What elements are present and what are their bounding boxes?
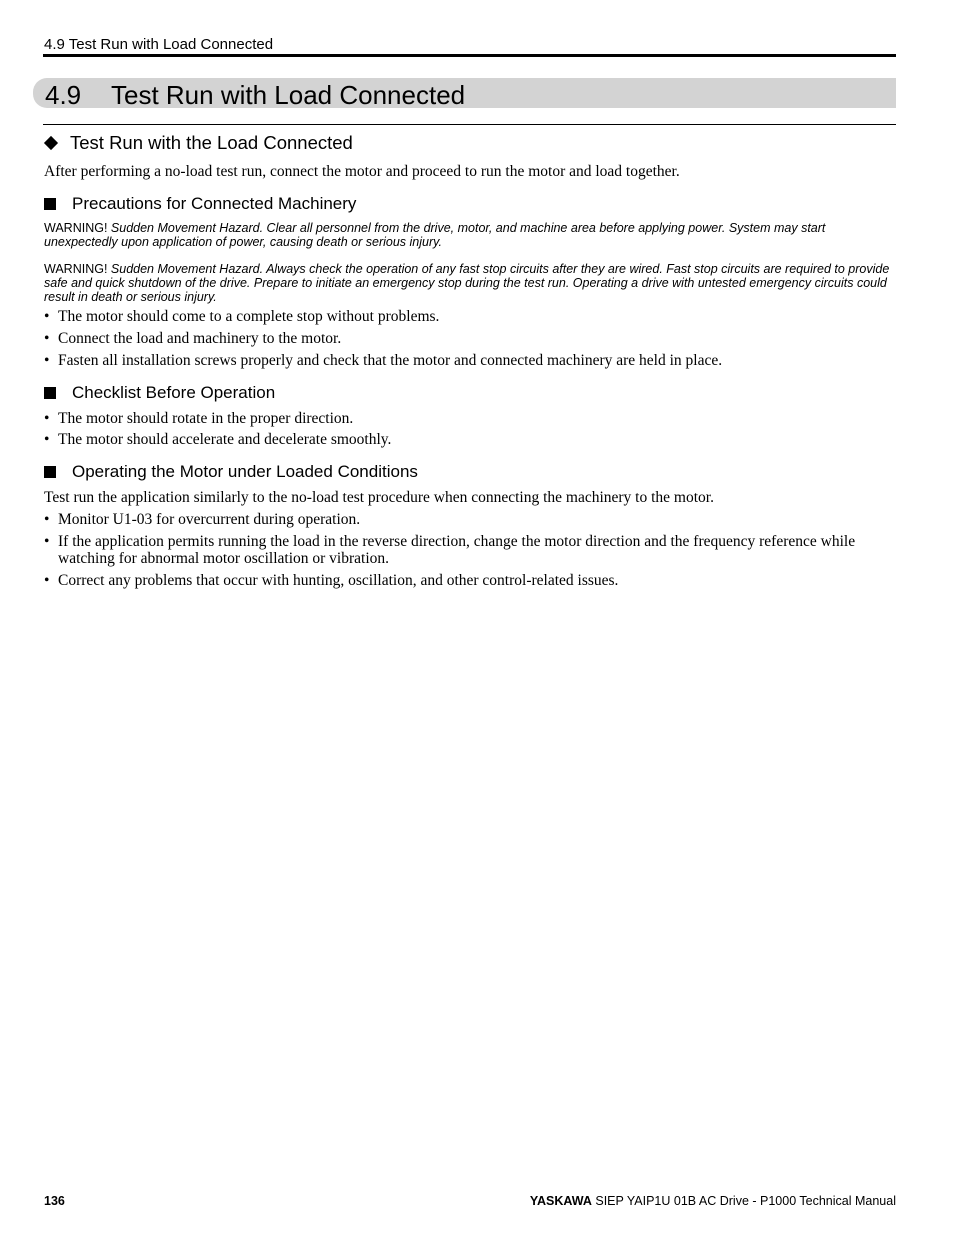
brand-name: YASKAWA xyxy=(529,1194,592,1208)
bullet-icon: • xyxy=(44,308,50,325)
list-item-text: Monitor U1-03 for overcurrent during operation. xyxy=(58,511,361,528)
manual-title: SIEP YAIP1U 01B AC Drive - P1000 Technical Manual xyxy=(595,1194,896,1208)
list-item-text: The motor should rotate in the proper direction. xyxy=(58,410,354,427)
operating-intro: Test run the application similarly to the no-load test procedure when connecting the machinery to the motor. xyxy=(44,489,714,506)
checklist-heading xyxy=(44,383,275,403)
bullet-icon: • xyxy=(44,533,50,550)
list-item xyxy=(44,511,898,528)
precautions-heading-text: Precautions for Connected Machinery xyxy=(72,194,357,213)
warning-label: WARNING! xyxy=(44,221,108,235)
warning-label: WARNING! xyxy=(44,262,108,276)
list-item xyxy=(44,410,898,427)
precautions-heading xyxy=(44,194,356,214)
checklist-heading-text: Checklist Before Operation xyxy=(72,383,276,402)
running-head: 4.9 Test Run with Load Connected xyxy=(44,36,274,53)
page-number: 136 xyxy=(44,1194,65,1208)
header-rule xyxy=(43,54,896,57)
diamond-icon xyxy=(44,136,58,150)
bullet-icon: • xyxy=(44,330,50,347)
list-item-text: The motor should come to a complete stop without problems. xyxy=(58,308,440,325)
operating-heading xyxy=(44,462,418,482)
square-bullet-icon xyxy=(44,198,56,210)
list-item xyxy=(44,572,898,589)
list-item-text: Fasten all installation screws properly and check that the motor and connected machinery are held in place. xyxy=(58,352,723,369)
list-item xyxy=(44,308,898,325)
footer-manual-title xyxy=(530,1194,896,1208)
warning-message xyxy=(44,221,900,249)
list-item xyxy=(44,431,898,448)
bullet-icon: • xyxy=(44,410,50,427)
chapter-rule xyxy=(43,124,896,125)
list-item-text: If the application permits running the load in the reverse direction, change the motor direction and the frequency reference while watching for abnormal motor oscillation or vibration. xyxy=(58,533,856,567)
list-item xyxy=(44,330,898,347)
bullet-icon: • xyxy=(44,431,50,448)
list-item-text: The motor should accelerate and decelerate smoothly. xyxy=(58,431,392,448)
operating-heading-text: Operating the Motor under Loaded Conditions xyxy=(72,462,418,481)
warning-text: Sudden Movement Hazard. Clear all personnel from the drive, motor, and machine area before applying power. System may start unexpectedly upon application of power, causing death or serious injury. xyxy=(44,221,826,249)
chapter-title xyxy=(45,80,465,111)
list-item-text: Correct any problems that occur with hunting, oscillation, and other control-related issues. xyxy=(58,572,619,589)
square-bullet-icon xyxy=(44,466,56,478)
square-bullet-icon xyxy=(44,387,56,399)
section-heading-text: Test Run with the Load Connected xyxy=(70,132,353,153)
bullet-icon: • xyxy=(44,511,50,528)
bullet-icon: • xyxy=(44,572,50,589)
bullet-icon: • xyxy=(44,352,50,369)
warning-text: Sudden Movement Hazard. Always check the operation of any fast stop circuits after they are wired. Fast stop circuits are required to provide safe and quick shutdown of the drive. Prepare to initiate an emergency stop during the test run. Operating a drive with untested emergency circuits could result in death or serious injury. xyxy=(44,262,890,304)
list-item xyxy=(44,533,898,567)
warning-message xyxy=(44,262,900,304)
chapter-number: 4.9 xyxy=(45,80,82,110)
chapter-title-text: Test Run with Load Connected xyxy=(111,80,466,110)
list-item-text: Connect the load and machinery to the motor. xyxy=(58,330,342,347)
section-intro: After performing a no-load test run, connect the motor and proceed to run the motor and load together. xyxy=(44,163,680,180)
list-item xyxy=(44,352,898,369)
section-heading xyxy=(44,132,353,154)
